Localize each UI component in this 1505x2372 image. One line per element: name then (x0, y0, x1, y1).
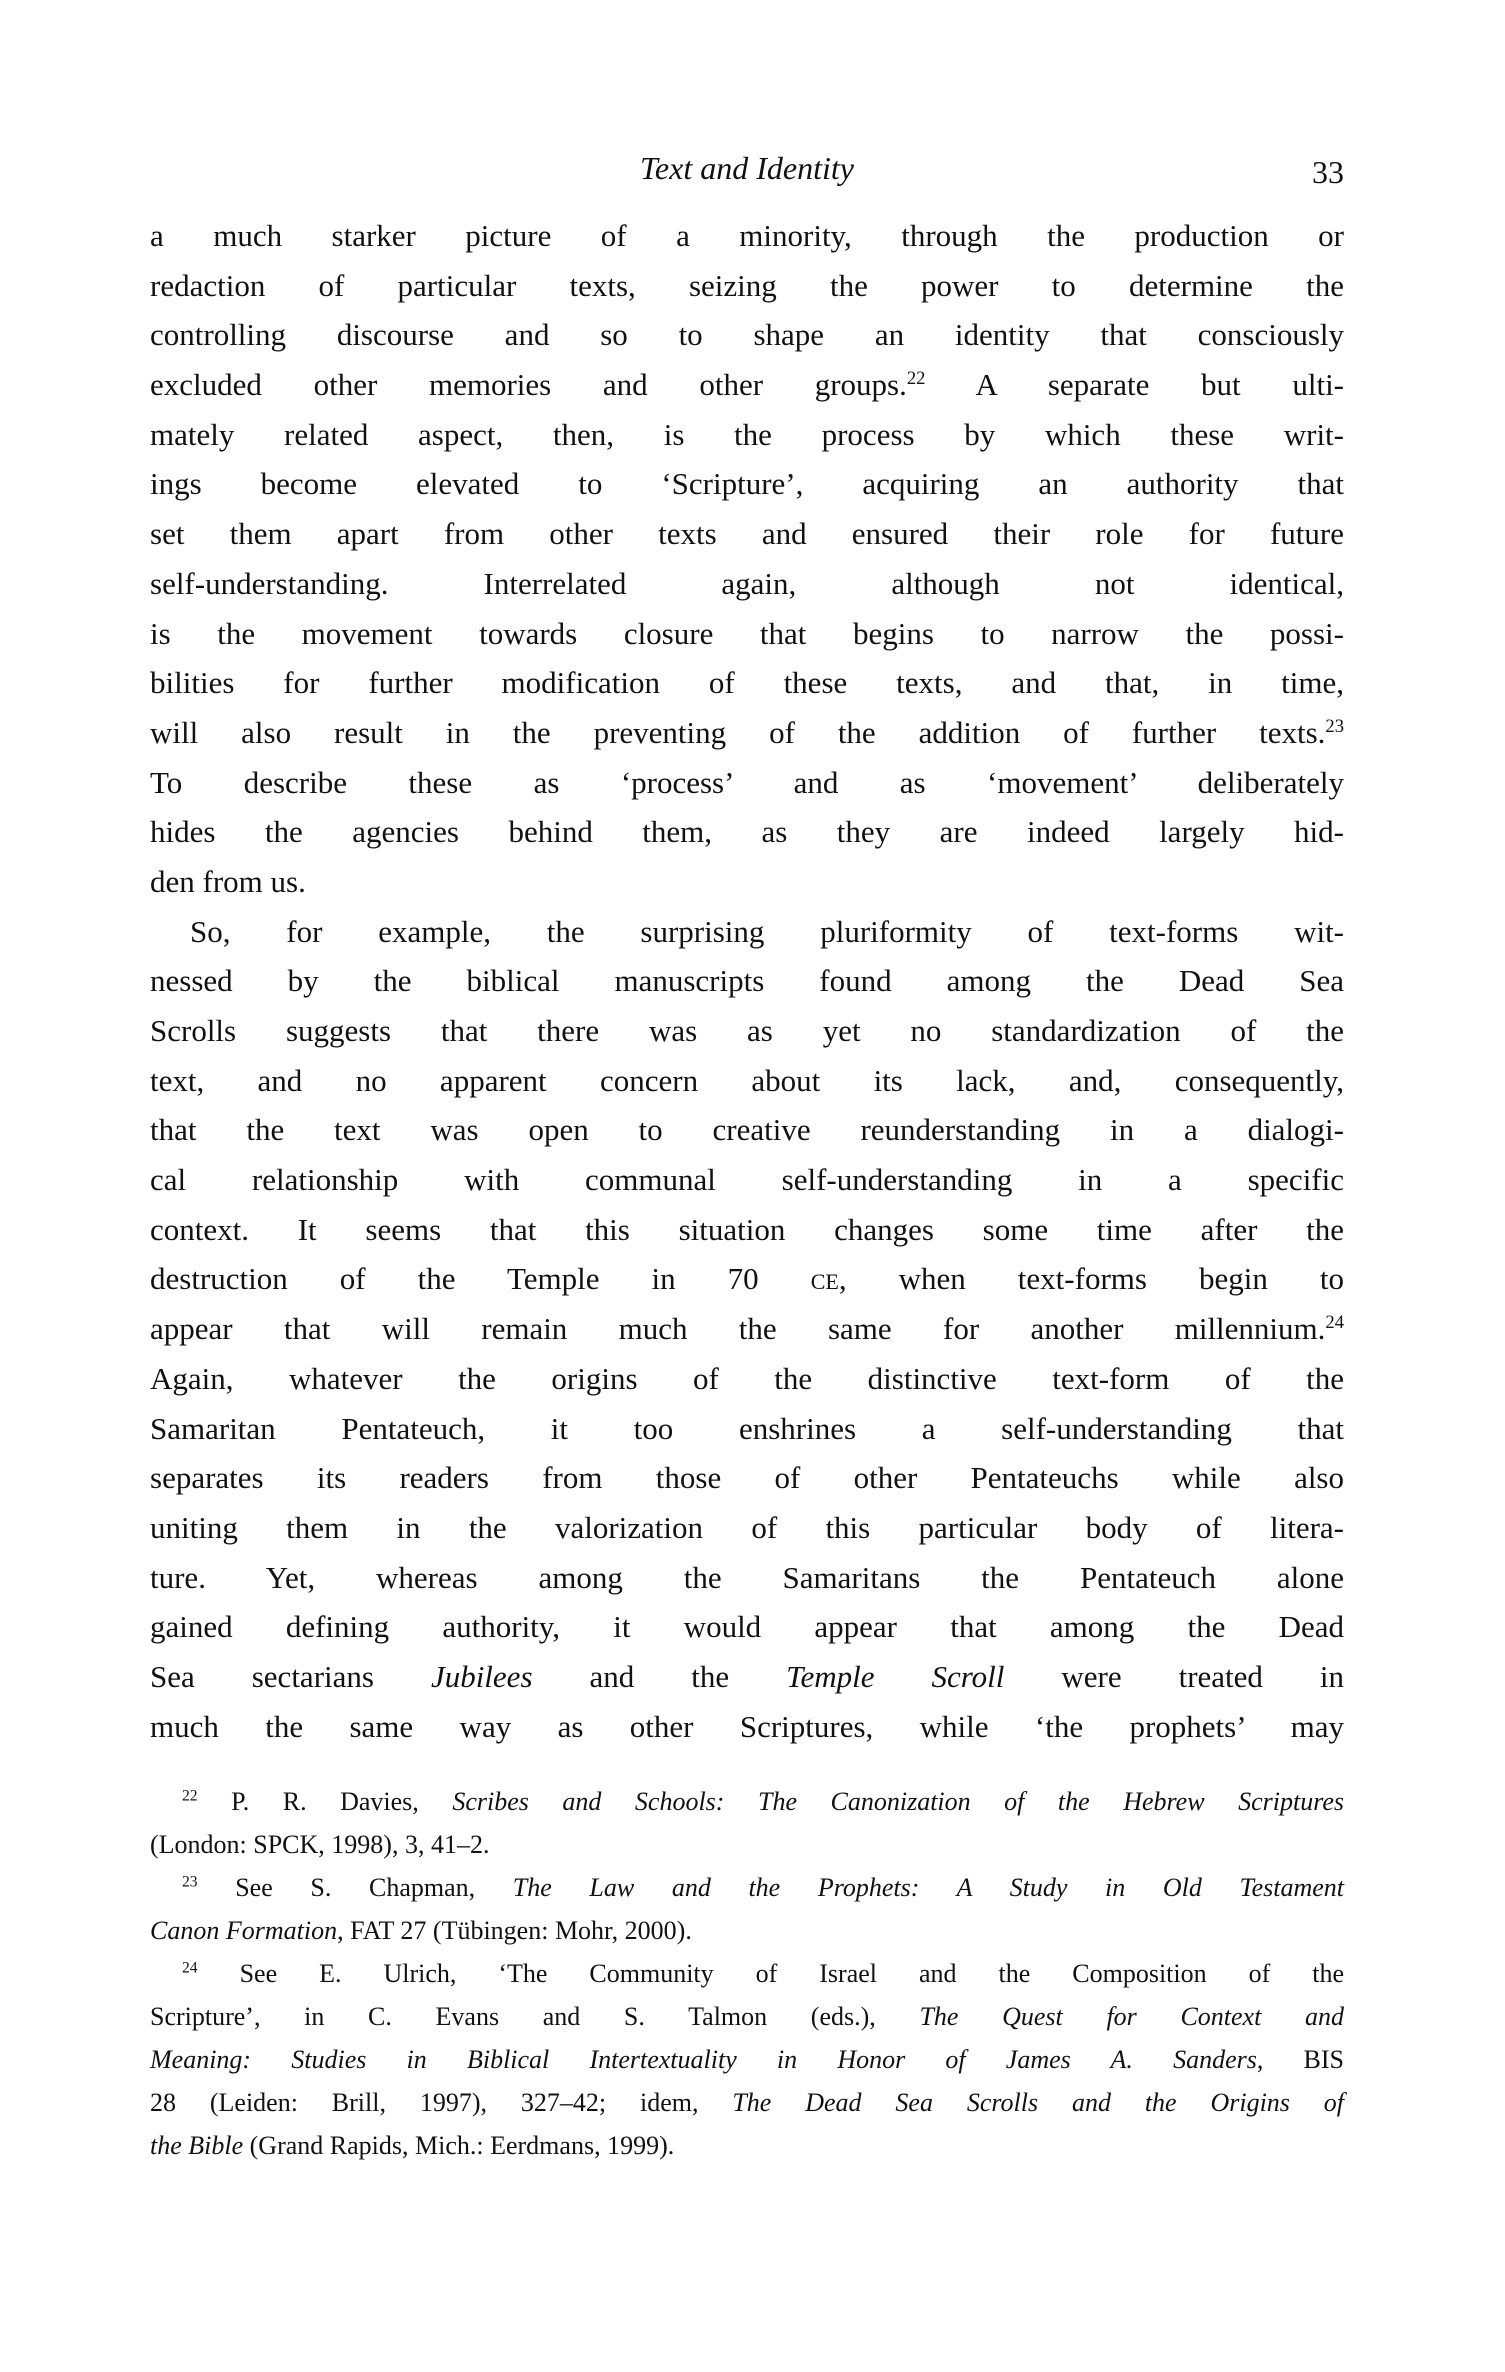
text-run: Sea sectarians (150, 1658, 431, 1694)
footnote-line (150, 2124, 1344, 2167)
text-run: is the movement towards closure that begins to narrow the possi- (150, 615, 1344, 651)
text-run: and the (532, 1658, 787, 1694)
text-run: hides the agencies behind them, as they are indeed largely hid- (150, 814, 1344, 850)
text-run: , FAT 27 (Tübingen: Mohr, 2000). (337, 1916, 692, 1945)
text-run: ture. Yet, whereas among the Samaritans the Pentateuch alone (150, 1559, 1344, 1595)
text-run: Again, whatever the origins of the distinctive text-form of the (150, 1360, 1344, 1396)
body-line (150, 1404, 1344, 1454)
text-run: set them apart from other texts and ensured their role for future (150, 516, 1344, 552)
text-run: excluded other memories and other groups. (150, 367, 907, 403)
text-run: controlling discourse and so to shape an identity that consciously (150, 317, 1344, 353)
body-line (150, 758, 1344, 808)
text-run: that the text was open to creative reunderstanding in a dialogi- (150, 1112, 1344, 1148)
text-run: (Grand Rapids, Mich.: Eerdmans, 1999). (243, 2131, 675, 2160)
italic-title: Canon Formation (150, 1916, 338, 1945)
body-line (150, 360, 1344, 410)
body-line (150, 807, 1344, 857)
body-line (150, 609, 1344, 659)
body-line (150, 708, 1344, 758)
body-line (150, 459, 1344, 509)
text-run: appear that will remain much the same for another millennium. (150, 1311, 1326, 1347)
text-run: will also result in the preventing of the addition of further texts. (150, 714, 1326, 750)
footnotes (150, 1780, 1344, 2167)
body-line (150, 1453, 1344, 1503)
footnote-ref: 24 (1325, 1311, 1344, 1333)
body-line (150, 1304, 1344, 1354)
footnote-line (150, 1866, 1344, 1909)
footnote-line (150, 1952, 1344, 1995)
text-run: destruction of the Temple in 70 (150, 1261, 811, 1297)
italic-title: the Bible (150, 2131, 244, 2160)
italic-title: Temple Scroll (786, 1658, 1005, 1694)
text-run: 28 (Leiden: Brill, 1997), 327–42; idem, (150, 2088, 733, 2117)
body-line (150, 1553, 1344, 1603)
body-line (150, 1254, 1344, 1304)
text-run: , when text-forms begin to (838, 1261, 1344, 1297)
text-run: Scripture’, in C. Evans and S. Talmon (eds.), (150, 2002, 920, 2031)
text-run: P. R. Davies, (197, 1787, 453, 1816)
text-run: ings become elevated to ‘Scripture’, acquiring an authority that (150, 466, 1344, 502)
body-line (150, 1155, 1344, 1205)
text-run: much the same way as other Scriptures, while ‘the prophets’ may (150, 1708, 1344, 1744)
body-line (150, 956, 1344, 1006)
footnote-ref: 22 (182, 1787, 198, 1805)
text-run: cal relationship with communal self-understanding in a specific (150, 1162, 1344, 1198)
body-line (150, 559, 1344, 609)
body-line (150, 1006, 1344, 1056)
body-line (150, 310, 1344, 360)
text-run: a much starker picture of a minority, through the production or (150, 218, 1344, 253)
text-run: were treated in (1004, 1658, 1344, 1694)
italic-title: The Quest for Context and (919, 2002, 1344, 2031)
text-run: See S. Chapman, (197, 1873, 513, 1902)
body-line (150, 1503, 1344, 1553)
body-line (150, 410, 1344, 460)
footnote-ref: 23 (182, 1873, 198, 1891)
italic-title: Meaning: Studies in Biblical Intertextuality in Honor of James A. Sanders (150, 2045, 1257, 2074)
small-caps-text: ce (810, 1261, 839, 1297)
body-line (150, 1652, 1344, 1702)
italic-title: The Law and the Prophets: A Study in Old Testament (512, 1873, 1344, 1902)
body-line (150, 1354, 1344, 1404)
text-run: self-understanding. Interrelated again, although not identical, (150, 565, 1344, 601)
text-run: So, for example, the surprising pluriformity of text-forms wit- (190, 913, 1344, 949)
text-run: Scrolls suggests that there was as yet no standardization of the (150, 1013, 1344, 1048)
text-run: See E. Ulrich, ‘The Community of Israel and the Composition of the (197, 1959, 1344, 1988)
body-line (150, 857, 1344, 907)
body-line (150, 509, 1344, 559)
italic-title: The Dead Sea Scrolls and the Origins of (732, 2088, 1345, 2117)
footnote-ref: 24 (182, 1959, 198, 1977)
text-run: context. It seems that this situation changes some time after the (150, 1211, 1344, 1247)
text-run: (London: SPCK, 1998), 3, 41–2. (150, 1830, 490, 1859)
body-line (150, 1105, 1344, 1155)
body-line (150, 1205, 1344, 1255)
text-run: gained defining authority, it would appear that among the Dead (150, 1609, 1344, 1645)
body-line (150, 261, 1344, 311)
text-run: nessed by the biblical manuscripts found among the Dead Sea (150, 963, 1344, 999)
text-run: redaction of particular texts, seizing the power to determine the (150, 267, 1344, 303)
footnote-ref: 22 (906, 367, 926, 389)
running-title: Text and Identity (640, 150, 854, 186)
footnote-line (150, 2081, 1344, 2124)
text-run: To describe these as ‘process’ and as ‘movement’ deliberately (150, 764, 1344, 800)
text-run: uniting them in the valorization of this particular body of litera- (150, 1509, 1344, 1545)
body-line (150, 658, 1344, 708)
text-run: bilities for further modification of these texts, and that, in time, (150, 665, 1344, 701)
footnote-line (150, 1780, 1344, 1823)
footnote-line (150, 1995, 1344, 2038)
body-text (150, 211, 1344, 1751)
italic-title: Jubilees (430, 1658, 533, 1694)
footnote-ref: 23 (1325, 715, 1344, 737)
text-run: , BIS (1256, 2045, 1344, 2074)
footnote-line (150, 1823, 1344, 1866)
text-run: A separate but ulti- (925, 367, 1345, 403)
text-run: Samaritan Pentateuch, it too enshrines a self-understanding that (150, 1410, 1344, 1446)
body-line (150, 1602, 1344, 1652)
body-line (150, 907, 1344, 957)
body-line (150, 211, 1344, 261)
footnote-line (150, 2038, 1344, 2081)
text-run: text, and no apparent concern about its lack, and, consequently, (150, 1062, 1344, 1098)
text-run: separates its readers from those of other Pentateuchs while also (150, 1460, 1344, 1496)
running-header (150, 143, 1344, 193)
italic-title: Scribes and Schools: The Canonization of the Hebrew Scriptures (452, 1787, 1345, 1816)
page-number: 33 (1312, 154, 1344, 190)
text-run: den from us. (150, 863, 306, 899)
footnote-line (150, 1909, 1344, 1952)
body-line (150, 1056, 1344, 1106)
text-run: mately related aspect, then, is the process by which these writ- (150, 416, 1344, 452)
body-line (150, 1702, 1344, 1752)
